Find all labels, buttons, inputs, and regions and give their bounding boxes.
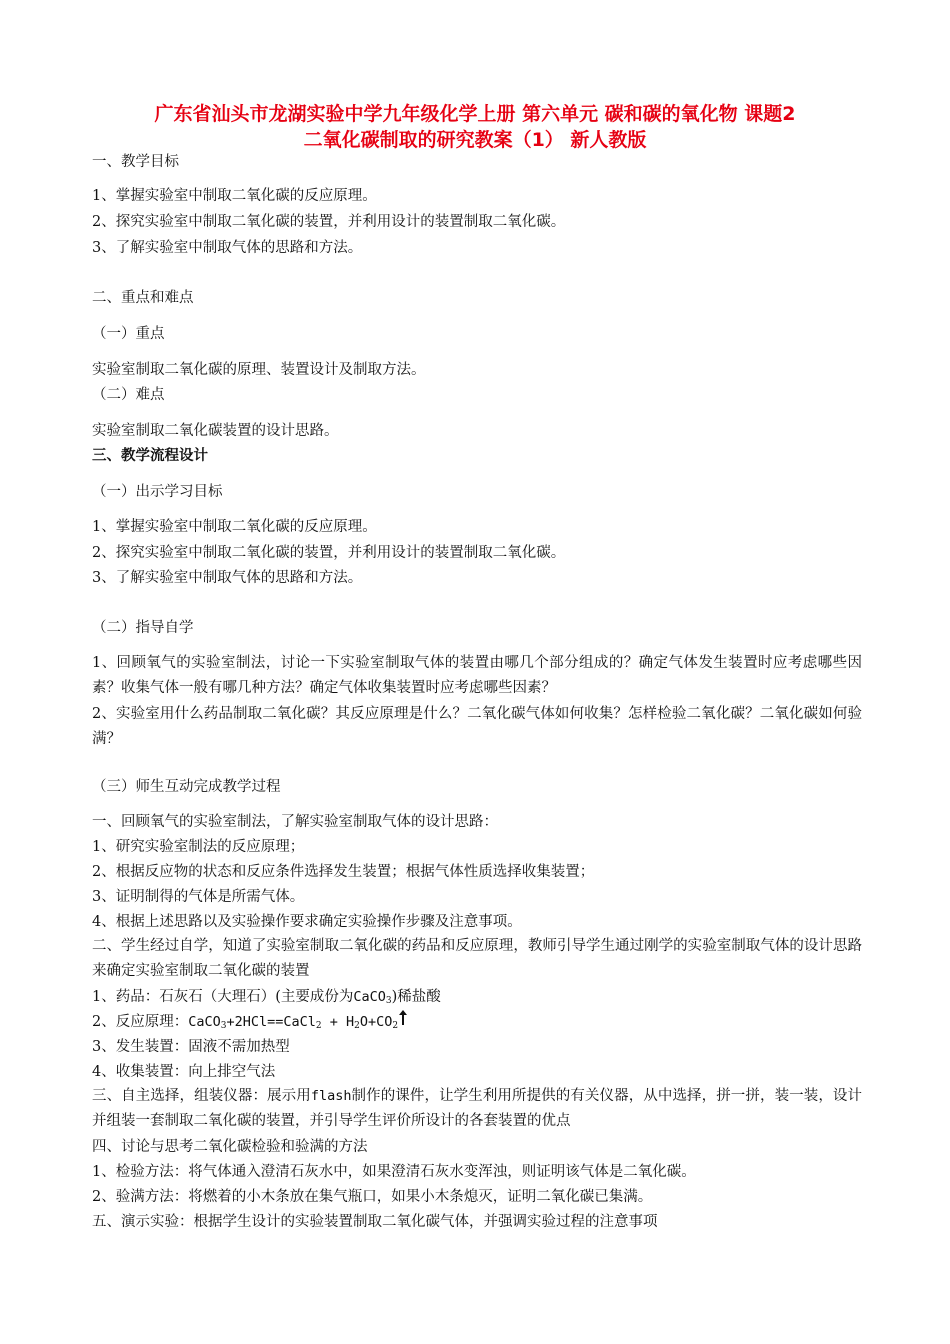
difficulty-text: 实验室制取二氧化碳装置的设计思路。: [92, 423, 339, 439]
reaction-formula-part: O+CO: [359, 1014, 393, 1030]
assemble-text-b: 制作的课件，让学生利用所提供的有关仪器，从中选择，拼一拼，装一装，设计并组装一套制取二氧化碳的装置，并引导学生评价所设计的各套装置的优点: [92, 1088, 863, 1129]
drug-formula-sub: 3: [385, 996, 392, 1006]
objective-item: 1、掌握实验室中制取二氧化碳的反应原理。: [92, 188, 377, 204]
assemble-paragraph: [92, 1084, 862, 1134]
reaction-formula-sub: 3: [220, 1021, 227, 1031]
collector-device: 4、收集装置：向上排空气法: [92, 1064, 276, 1080]
doc-title-line2: 二氧化碳制取的研究教案（1） 新人教版: [303, 129, 647, 151]
reaction-label: 2、反应原理：: [92, 1014, 189, 1030]
key-point-text: 实验室制取二氧化碳的原理、装置设计及制取方法。: [92, 362, 426, 378]
reaction-formula-part: +2HCl==CaCl: [226, 1014, 316, 1030]
learning-goals-heading: （一）出示学习目标: [92, 484, 223, 500]
student-paragraph: 二、学生经过自学，知道了实验室制取二氧化碳的药品和反应原理，教师引导学生通过刚学的实验室制取气体的设计思路来确定实验室制取二氧化碳的装置: [92, 938, 862, 979]
review-paragraph: 一、回顾氧气的实验室制法，了解实验室制取气体的设计思路：: [92, 814, 498, 830]
section2-heading: 二、重点和难点: [92, 290, 194, 306]
discuss-paragraph: 四、讨论与思考二氧化碳检验和验满的方法: [92, 1139, 368, 1155]
review-item: 4、根据上述思路以及实验操作要求确定实验操作步骤及注意事项。: [92, 914, 522, 930]
review-item: 3、证明制得的气体是所需气体。: [92, 889, 305, 905]
learning-goal-item: 3、了解实验室中制取气体的思路和方法。: [92, 570, 363, 586]
reaction-line: [92, 1012, 404, 1036]
learning-goal-item: 1、掌握实验室中制取二氧化碳的反应原理。: [92, 519, 377, 535]
assemble-flash: flash: [310, 1088, 352, 1104]
review-item: 2、根据反应物的状态和反应条件选择发生装置；根据气体性质选择收集装置；: [92, 864, 595, 880]
learning-goal-item: 2、探究实验室中制取二氧化碳的装置，并利用设计的装置制取二氧化碳。: [92, 545, 566, 561]
drug-line: [92, 987, 441, 1011]
generator-device: 3、发生装置：固液不需加热型: [92, 1039, 290, 1055]
self-study-question-1: 1、回顾氧气的实验室制法，讨论一下实验室制取气体的装置由哪几个部分组成的？确定气体发生装置时应考虑哪些因素？收集气体一般有哪几种方法？确定气体收集装置时应考虑哪些因素？: [92, 655, 862, 696]
demo-paragraph: 五、演示实验：根据学生设计的实验装置制取二氧化碳气体，并强调实验过程的注意事项: [92, 1214, 658, 1230]
drug-formula: CaCO: [353, 989, 386, 1005]
section1-heading: 一、教学目标: [92, 154, 179, 170]
objective-item: 2、探究实验室中制取二氧化碳的装置，并利用设计的装置制取二氧化碳。: [92, 214, 566, 230]
drug-label: 1、药品：石灰石（大理石）(主要成份为: [92, 989, 354, 1005]
section3-heading: 三、教学流程设计: [92, 448, 208, 464]
reaction-formula-sub: 2: [354, 1021, 360, 1031]
gas-up-arrow-icon: [402, 1014, 404, 1025]
self-study-question-2: 2、实验室用什么药品制取二氧化碳？其反应原理是什么？二氧化碳气体如何收集？怎样检验二氧化碳？二氧化碳如何验满？: [92, 706, 862, 747]
full-method: 2、验满方法：将燃着的小木条放在集气瓶口，如果小木条熄灭，证明二氧化碳已集满。: [92, 1189, 653, 1205]
drug-tail: )稀盐酸: [391, 989, 441, 1005]
assemble-text-a: 三、自主选择，组装仪器：展示用: [92, 1088, 311, 1104]
test-method: 1、检验方法：将气体通入澄清石灰水中，如果澄清石灰水变浑浊，则证明该气体是二氧化碳。: [92, 1164, 696, 1180]
reaction-formula-part: CaCO: [188, 1014, 221, 1030]
doc-title-line1: 广东省汕头市龙湖实验中学九年级化学上册 第六单元 碳和碳的氧化物 课题2: [154, 103, 796, 125]
self-study-heading: （二）指导自学: [92, 620, 194, 636]
interaction-heading: （三）师生互动完成教学过程: [92, 779, 281, 795]
reaction-formula-part: + H: [321, 1014, 355, 1030]
reaction-formula-sub: 2: [392, 1021, 399, 1031]
difficulty-heading: （二）难点: [92, 387, 165, 403]
review-item: 1、研究实验室制法的反应原理；: [92, 839, 305, 855]
objective-item: 3、了解实验室中制取气体的思路和方法。: [92, 240, 363, 256]
key-point-heading: （一）重点: [92, 326, 165, 342]
reaction-formula-sub: 2: [315, 1021, 322, 1031]
